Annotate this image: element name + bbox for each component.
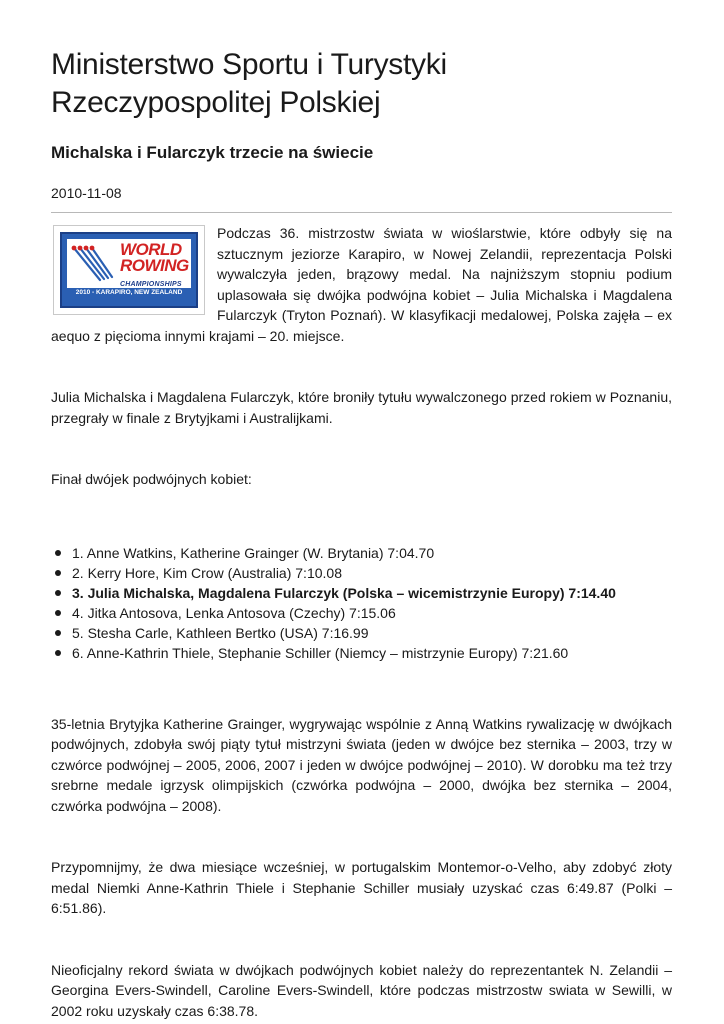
logo-line-1: WORLD <box>120 240 182 259</box>
paragraph-gap <box>51 428 672 469</box>
paragraph-final-heading: Finał dwójek podwójnych kobiet: <box>51 471 252 487</box>
paragraph-montemor: Przypomnijmy, że dwa miesiące wcześniej, w portugalskim Montemor-o-Velho, aby zdobyć złoty medal Niemki Anne-Kathrin Thiele i Stephanie Schiller musiały uzyskać czas 6:49.87 (Polki – 6:51.86). <box>51 859 672 916</box>
article-body <box>51 223 672 1021</box>
list-item: 6. Anne-Kathrin Thiele, Stephanie Schiller (Niemcy – mistrzynie Europy) 7:21.60 <box>72 643 672 663</box>
list-item: 2. Kerry Hore, Kim Crow (Australia) 7:10.08 <box>72 563 672 583</box>
oars-icon <box>70 244 118 284</box>
logo-championships: CHAMPIONSHIPS <box>120 281 182 288</box>
results-list <box>51 543 672 663</box>
article-date: 2010-11-08 <box>51 185 122 201</box>
paragraph-defense: Julia Michalska i Magdalena Fularczyk, które broniły tytułu wywalczonego przed rokiem w Poznaniu, przegrały w finale z Brytyjkami i Australijkami. <box>51 389 672 426</box>
paragraph-record: Nieoficjalny rekord świata w dwójkach podwójnych kobiet należy do reprezentantek N. Zelandii – Georgina Evers-Swindell, Caroline Evers-Swindell, które podczas mistrzostw swiata w Sewilli, w 2002 roku uzyskały czas 6:38.78. <box>51 961 672 1019</box>
logo-wordmark <box>120 242 189 274</box>
list-item: 5. Stesha Carle, Kathleen Bertko (USA) 7:16.99 <box>72 623 672 643</box>
paragraph-intro: Podczas 36. mistrzostw świata w wioślarstwie, które odbyły się na sztucznym jeziorze Karapiro, w Nowej Zelandii, reprezentacja Polski wywalczyła jeden, brązowy medal. Na najniższym stopniu podium uplasowała się dwójka podwójna kobiet – Julia Michalska i Magdalena Fularczyk (Tryton Poznań). W klasyfikacji medalowej, Polska zajęła – ex aequo z pięcioma innymi krajami – 20. miejsce. <box>51 225 672 344</box>
logo-strip-text: 2010 - KARAPIRO, NEW ZEALAND <box>75 288 183 296</box>
site-title <box>51 46 447 122</box>
list-item: 4. Jitka Antosova, Lenka Antosova (Czechy) 7:15.06 <box>72 603 672 623</box>
logo-frame <box>60 232 198 308</box>
divider <box>51 212 672 213</box>
article-title: Michalska i Fularczyk trzecie na świecie <box>51 143 374 162</box>
paragraph-gap <box>51 919 672 960</box>
paragraph-gap <box>51 816 672 857</box>
site-title-line-1: Ministerstwo Sportu i Turystyki <box>51 48 447 81</box>
logo-line-2: ROWING <box>120 256 189 275</box>
paragraph-grainger: 35-letnia Brytyjka Katherine Grainger, wygrywając wspólnie z Anną Watkins rywalizację w dwójkach podwójnych, zdobyła swój piąty tytuł mistrzyni świata (jeden w dwójce bez sternika – 2003, trzy w czwórce podwójnej – 2005, 2006, 2007 i jeden w dwójce podwójnej – 2010). W dorobku ma też trzy srebrne medale igrzysk olimpijskich (czwórka podwójna – 2000, dwójka bez sternika – 2004, czwórka podwójna – 2008). <box>51 715 672 814</box>
list-item: 3. Julia Michalska, Magdalena Fularczyk (Polska – wicemistrzynie Europy) 7:14.40 <box>72 583 672 603</box>
paragraph-gap <box>51 346 672 387</box>
world-rowing-logo <box>53 225 205 315</box>
site-title-line-2: Rzeczypospolitej Polskiej <box>51 86 381 119</box>
paragraph-gap <box>51 663 672 704</box>
list-item: 1. Anne Watkins, Katherine Grainger (W. Brytania) 7:04.70 <box>72 543 672 563</box>
paragraph-gap <box>51 490 672 531</box>
